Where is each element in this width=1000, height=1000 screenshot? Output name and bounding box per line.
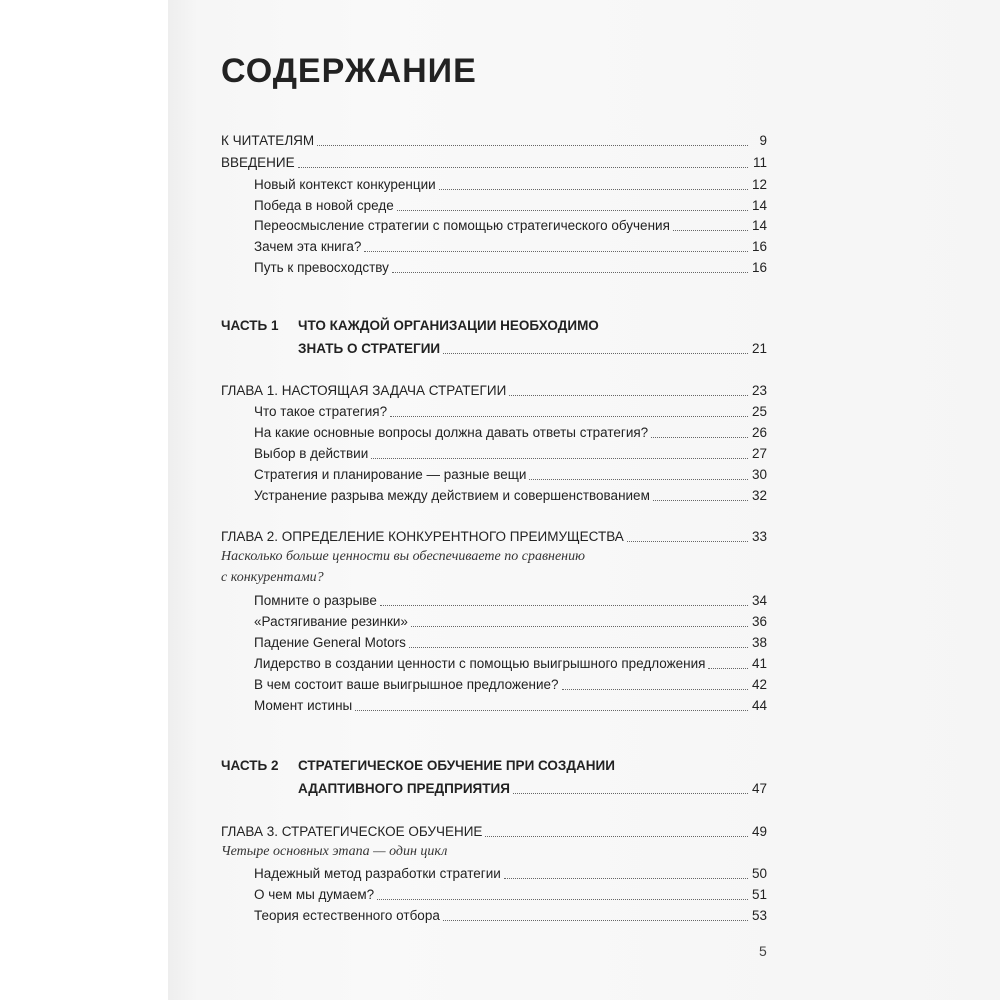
part-label: ЧАСТЬ 2 [221,758,279,773]
toc-entry-title: Падение General Motors [254,635,406,650]
toc-entry-title: Лидерство в создании ценности с помощью выигрышного предложения [254,656,706,671]
leader-dots [392,272,748,273]
toc-entry[interactable] [254,236,767,256]
leader-dots [651,437,748,438]
toc-entry[interactable] [254,863,767,883]
toc-entry-page: 47 [751,781,767,796]
leader-dots [708,668,748,669]
toc-entry-page: 21 [751,341,767,356]
part-title-line2: АДАПТИВНОГО ПРЕДПРИЯТИЯ [298,781,510,796]
toc-entry[interactable] [254,884,767,904]
toc-entry-title: Путь к превосходству [254,260,389,275]
toc-entry[interactable] [254,174,767,194]
toc-entry-title: Зачем эта книга? [254,239,362,254]
toc-entry[interactable] [254,632,767,652]
toc-entry[interactable] [221,152,767,172]
toc-entry[interactable] [254,590,767,610]
toc-entry[interactable] [254,443,767,463]
toc-entry-page: 38 [751,635,767,650]
chapter-subtitle: Четыре основных этапа — один цикл [221,844,448,859]
toc-entry-title: О чем мы думаем? [254,887,375,902]
leader-dots [371,458,748,459]
toc-entry-page: 36 [751,614,767,629]
part-label: ЧАСТЬ 1 [221,318,279,333]
toc-entry-page: 44 [751,698,767,713]
toc-entry-page: 51 [751,887,767,902]
leader-dots [411,626,748,627]
toc-entry-title: Победа в новой среде [254,198,394,213]
toc-entry-title: На какие основные вопросы должна давать ответы стратегия? [254,425,649,440]
toc-entry-page: 16 [751,239,767,254]
leader-dots [377,899,748,900]
toc-entry-title: В чем состоит ваше выигрышное предложение? [254,677,559,692]
toc-entry-title: Момент истины [254,698,353,713]
toc-entry[interactable] [254,674,767,694]
toc-entry[interactable] [254,485,767,505]
toc-entry[interactable] [254,653,767,673]
toc-entry-title: Что такое стратегия? [254,404,388,419]
toc-entry-page: 12 [751,177,767,192]
toc-entry-page: 50 [751,866,767,881]
leader-dots [653,500,748,501]
toc-entry-title: Переосмысление стратегии с помощью стратегического обучения [254,218,670,233]
leader-dots [443,353,748,354]
toc-entry-title: «Растягивание резинки» [254,614,408,629]
chapter-title: ГЛАВА 2. ОПРЕДЕЛЕНИЕ КОНКУРЕНТНОГО ПРЕИМУЩЕСТВА [221,529,624,544]
toc-entry-page: 16 [751,260,767,275]
leader-dots [504,878,748,879]
leader-dots [397,210,748,211]
leader-dots [317,145,748,146]
toc-entry-page: 32 [751,488,767,503]
leader-dots [409,647,748,648]
leader-dots [529,479,748,480]
toc-entry-page: 33 [751,529,767,544]
toc-entry-title: Стратегия и планирование — разные вещи [254,467,527,482]
toc-entry-page: 11 [752,155,767,170]
toc-entry[interactable] [254,215,767,235]
leader-dots [390,416,748,417]
part-title-line1: СТРАТЕГИЧЕСКОЕ ОБУЧЕНИЕ ПРИ СОЗДАНИИ [298,758,615,773]
leader-dots [562,689,748,690]
toc-entry[interactable] [254,195,767,215]
toc-entry-page: 14 [751,198,767,213]
toc-entry[interactable] [221,130,767,150]
chapter-title: ГЛАВА 1. НАСТОЯЩАЯ ЗАДАЧА СТРАТЕГИИ [221,383,507,398]
toc-entry-page: 34 [751,593,767,608]
toc-entry[interactable] [254,422,767,442]
leader-dots [298,167,748,168]
toc-entry[interactable] [254,695,767,715]
leader-dots [364,251,748,252]
leader-dots [627,541,748,542]
toc-entry[interactable] [254,611,767,631]
toc-entry[interactable] [254,464,767,484]
leader-dots [513,793,748,794]
toc-entry-chapter[interactable] [221,380,767,400]
leader-dots [439,189,748,190]
page-title: СОДЕРЖАНИЕ [221,52,477,90]
toc-entry[interactable] [254,905,767,925]
toc-entry-chapter[interactable] [221,526,767,546]
toc-entry-page: 53 [751,908,767,923]
toc-entry-page: 9 [759,133,767,148]
toc-entry-title: ВВЕДЕНИЕ [221,155,295,170]
toc-entry-title: Устранение разрыва между действием и совершенствованием [254,488,650,503]
toc-entry-title: Новый контекст конкуренции [254,177,436,192]
toc-entry-page: 27 [751,446,767,461]
toc-entry-page: 26 [751,425,767,440]
toc-entry-page: 30 [751,467,767,482]
toc-entry-page: 23 [751,383,767,398]
toc-entry[interactable] [254,401,767,421]
leader-dots [509,395,748,396]
toc-entry-title: К ЧИТАТЕЛЯМ [221,133,315,148]
chapter-subtitle: с конкурентами? [221,570,324,585]
toc-entry-title: Теория естественного отбора [254,908,440,923]
part-title-line1: ЧТО КАЖДОЙ ОРГАНИЗАЦИИ НЕОБХОДИМО [298,318,599,333]
toc-entry-chapter[interactable] [221,821,767,841]
toc-entry-title: Выбор в действии [254,446,369,461]
toc-entry-page: 41 [751,656,767,671]
toc-entry[interactable] [254,257,767,277]
leader-dots [443,920,748,921]
page-number: 5 [759,943,767,959]
toc-entry-part[interactable] [298,778,767,798]
leader-dots [355,710,748,711]
left-margin [0,0,168,1000]
leader-dots [673,230,748,231]
toc-entry-title: Помните о разрыве [254,593,377,608]
toc-entry-page: 42 [751,677,767,692]
leader-dots [380,605,748,606]
leader-dots [485,836,748,837]
toc-entry-page: 25 [751,404,767,419]
chapter-subtitle: Насколько больше ценности вы обеспечиваете по сравнению [221,549,585,564]
toc-entry-page: 14 [751,218,767,233]
part-title-line2: ЗНАТЬ О СТРАТЕГИИ [298,341,441,356]
toc-entry-title: Надежный метод разработки стратегии [254,866,501,881]
chapter-title: ГЛАВА 3. СТРАТЕГИЧЕСКОЕ ОБУЧЕНИЕ [221,824,483,839]
toc-entry-page: 49 [751,824,767,839]
toc-entry-part[interactable] [298,338,767,358]
